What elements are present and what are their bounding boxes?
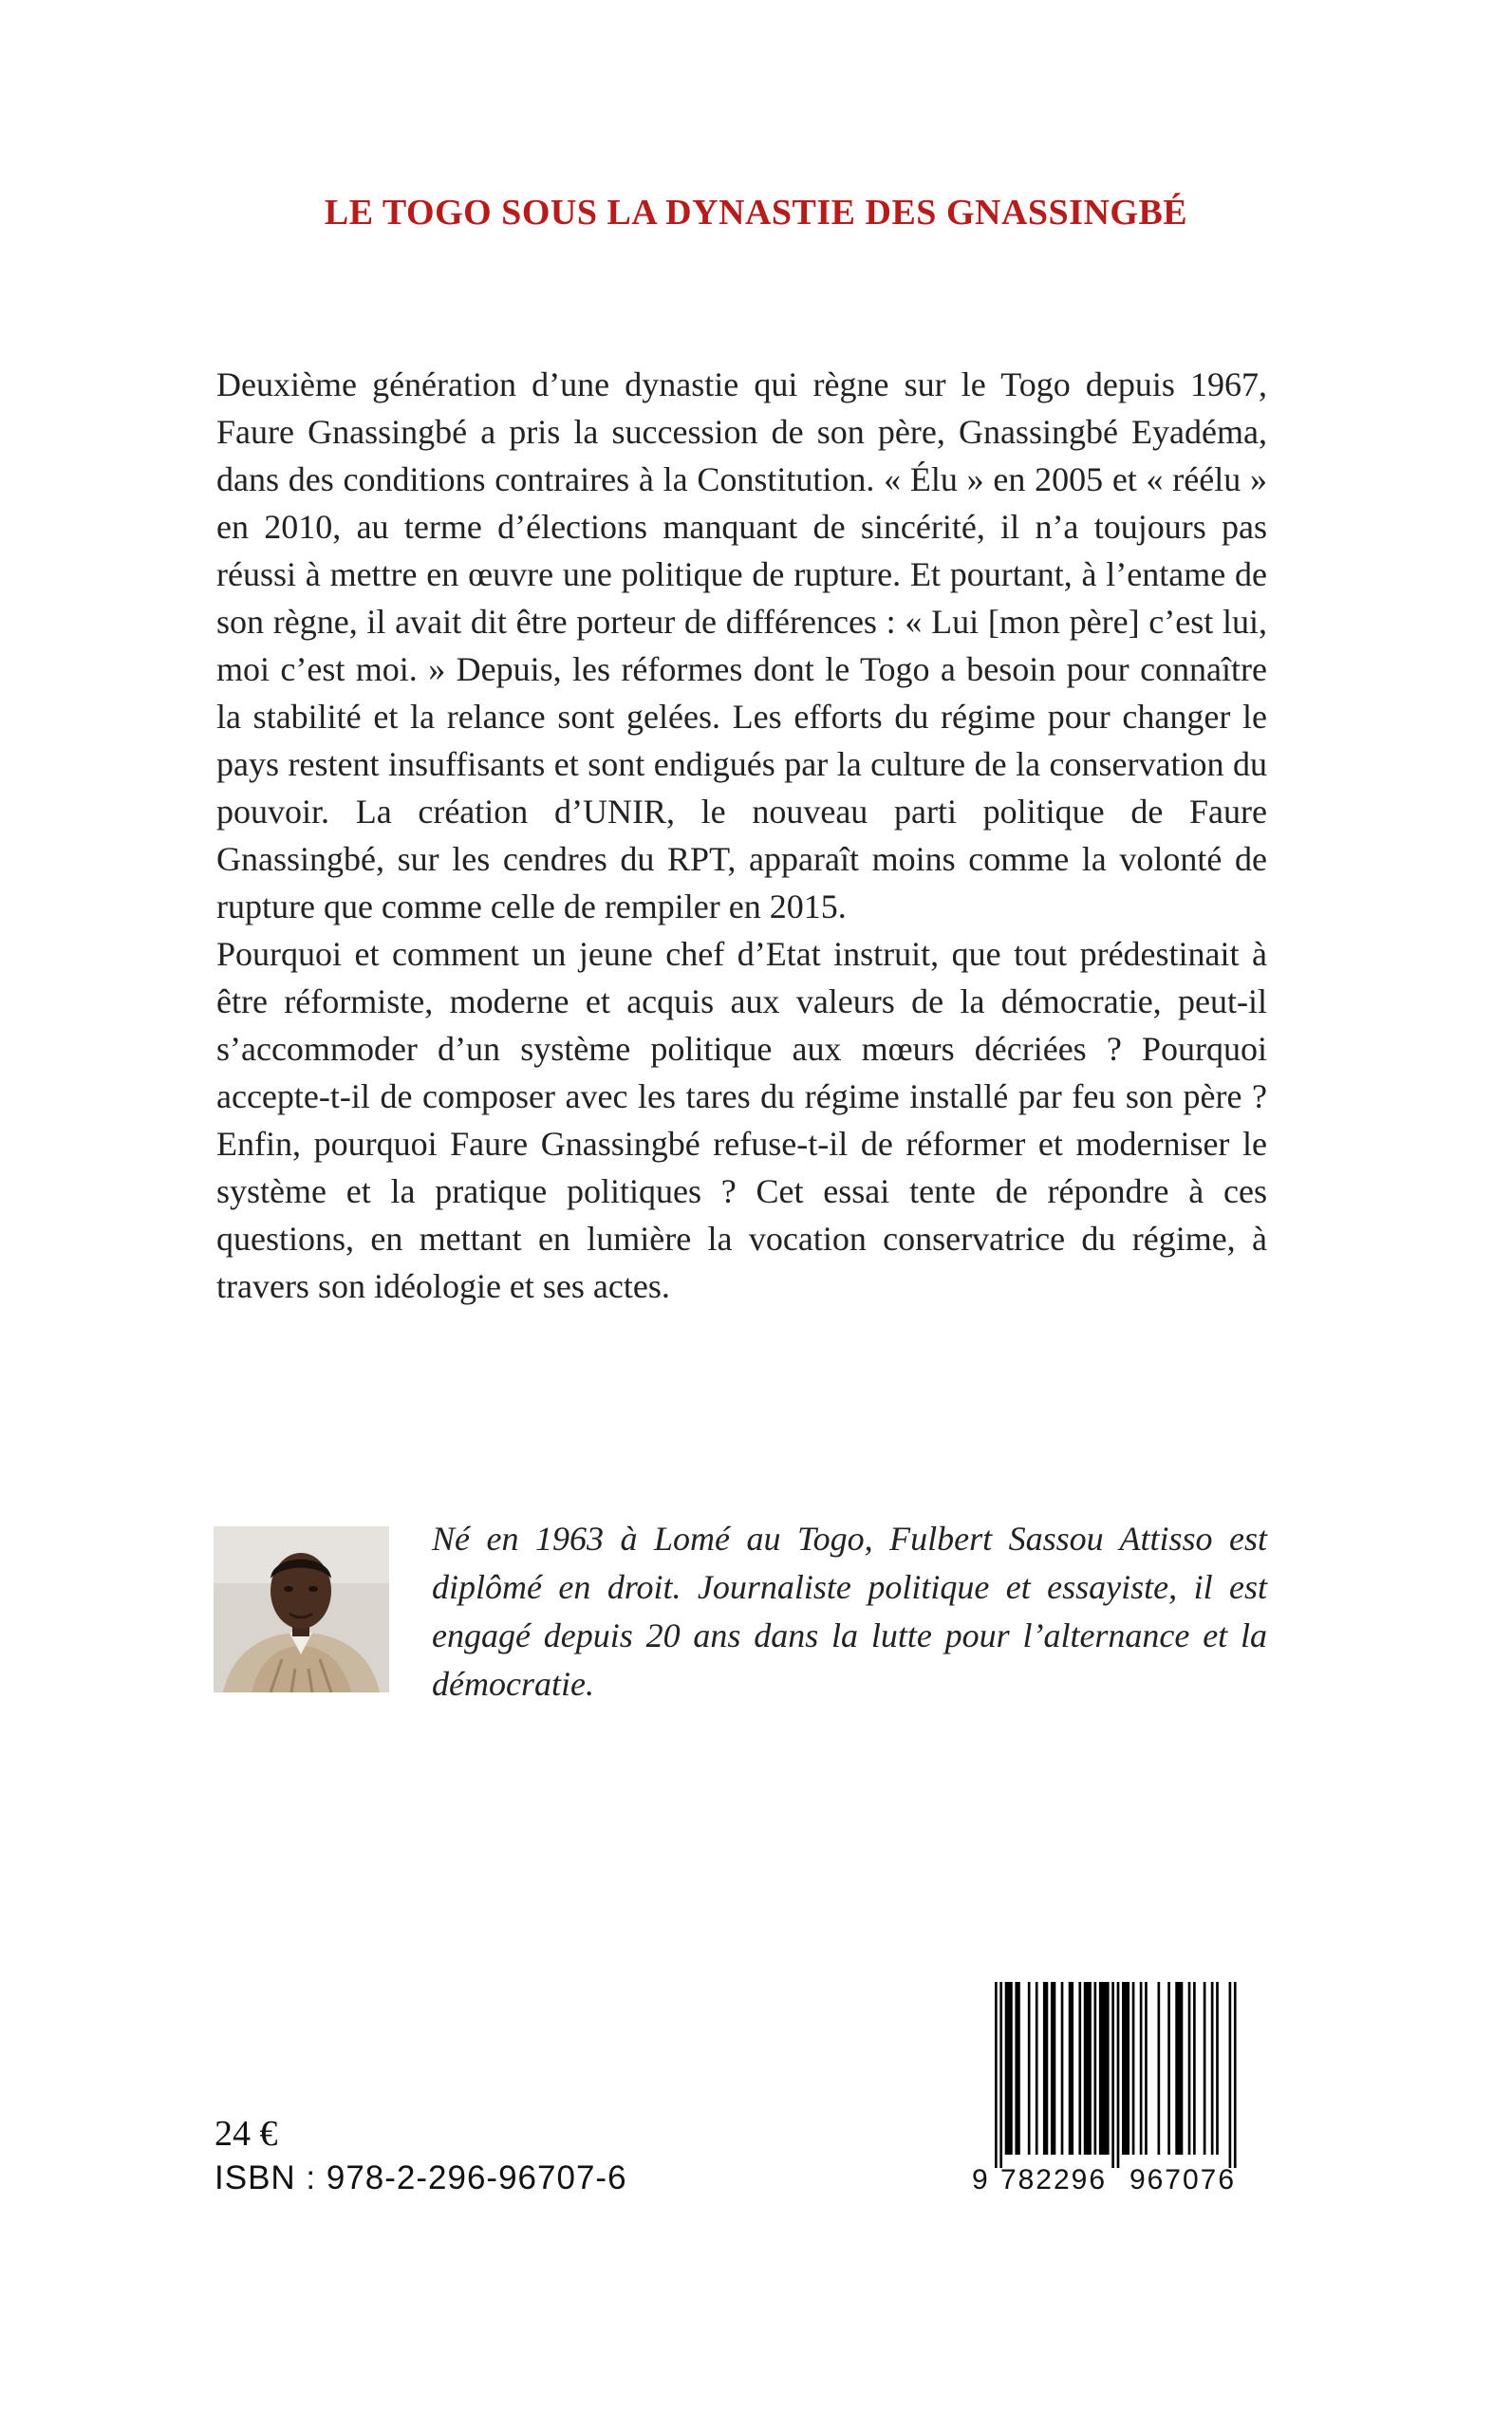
barcode-bar <box>1094 1982 1097 2155</box>
barcode-bar <box>1069 1982 1073 2155</box>
barcode-bar <box>1036 1982 1038 2155</box>
book-title: LE TOGO SOUS LA DYNASTIE DES GNASSINGBÉ <box>324 193 1188 233</box>
barcode-bar <box>1051 1982 1055 2155</box>
barcode-bar <box>1099 1982 1110 2155</box>
barcode-bar <box>1167 1982 1170 2155</box>
barcode-bar <box>1117 1982 1120 2168</box>
price: 24 € <box>215 2114 278 2154</box>
author-photo <box>214 1526 389 1692</box>
barcode-bar <box>1043 1982 1048 2155</box>
barcode-left-group: 782296 <box>999 2164 1108 2195</box>
barcode-bar <box>1216 1982 1219 2155</box>
barcode-bar <box>1234 1982 1237 2168</box>
barcode-bar <box>999 1982 1002 2168</box>
isbn-barcode <box>970 1982 1264 2195</box>
barcode-bar <box>1015 1982 1019 2155</box>
barcode-bar <box>1158 1982 1161 2155</box>
barcode-bar <box>1229 1982 1232 2168</box>
barcode-bar <box>1122 1982 1129 2155</box>
author-bio: Né en 1963 à Lomé au Togo, Fulbert Sassou Attisso est diplômé en droit. Journaliste politique et essayiste, il est engagé depuis 20 ans dans la lutte pour l’alternance et la démocratie. <box>432 1520 1267 1703</box>
barcode-right-group: 967076 <box>1129 2164 1237 2195</box>
barcode-bar <box>1084 1982 1092 2155</box>
barcode-bar <box>995 1982 998 2168</box>
isbn: ISBN : 978-2-296-96707-6 <box>215 2159 627 2196</box>
barcode-bar <box>1078 1982 1081 2155</box>
barcode-bar <box>1005 1982 1013 2155</box>
barcode-bar <box>1211 1982 1214 2155</box>
barcode-bar <box>1193 1982 1196 2155</box>
barcode-bar <box>1111 1982 1114 2168</box>
blurb-paragraph-2: Pourquoi et comment un jeune chef d’Etat instruit, que tout prédestinait à être réformiste, moderne et acquis aux valeurs de la démocratie, peut-il s’accommoder d’un système politique aux mœurs décriées ? Pourquoi accepte-t-il de composer avec les tares du régime installé par feu son père ? Enfin, pourquoi Faure Gnassingbé refuse-t-il de réformer et moderniser le système et la pratique politiques ? Cet essai tente de répondre à ces questions, en mettant en lumière la vocation conservatrice du régime, à travers son idéologie et ses actes. <box>216 935 1267 1305</box>
barcode-bar <box>1061 1982 1064 2155</box>
barcode-bar <box>1188 1982 1191 2155</box>
barcode-bar <box>1140 1982 1143 2155</box>
barcode-bar <box>1028 1982 1031 2155</box>
barcode-bar <box>1145 1982 1148 2155</box>
barcode-left-digit: 9 <box>972 2164 988 2195</box>
blurb-paragraph-1: Deuxième génération d’une dynastie qui règne sur le Togo depuis 1967, Faure Gnassingbé a pris la succession de son père, Gnassingbé Eyadéma, dans des conditions contraires à la Constitution. « Élu » en 2005 et « réélu » en 2010, au terme d’élections manquant de sincérité, il n’a toujours pas réussi à mettre en œuvre une politique de rupture. Et pourtant, à l’entame de son règne, il avait dit être porteur de différences : « Lui [mon père] c’est lui, moi c’est moi. » Depuis, les réformes dont le Togo a besoin pour connaître la stabilité et la relance sont gelées. Les efforts du régime pour changer le pays restent insuffisants et sont endigués par la culture de la conservation du pouvoir. La création d’UNIR, le nouveau parti politique de Faure Gnassingbé, sur les cendres du RPT, apparaît moins comme la volonté de rupture que comme celle de rempiler en 2015. <box>216 365 1267 925</box>
barcode-bar <box>1175 1982 1183 2155</box>
barcode-bar <box>1204 1982 1206 2155</box>
barcode-bar <box>1132 1982 1135 2155</box>
back-cover-blurb <box>216 361 1267 1310</box>
